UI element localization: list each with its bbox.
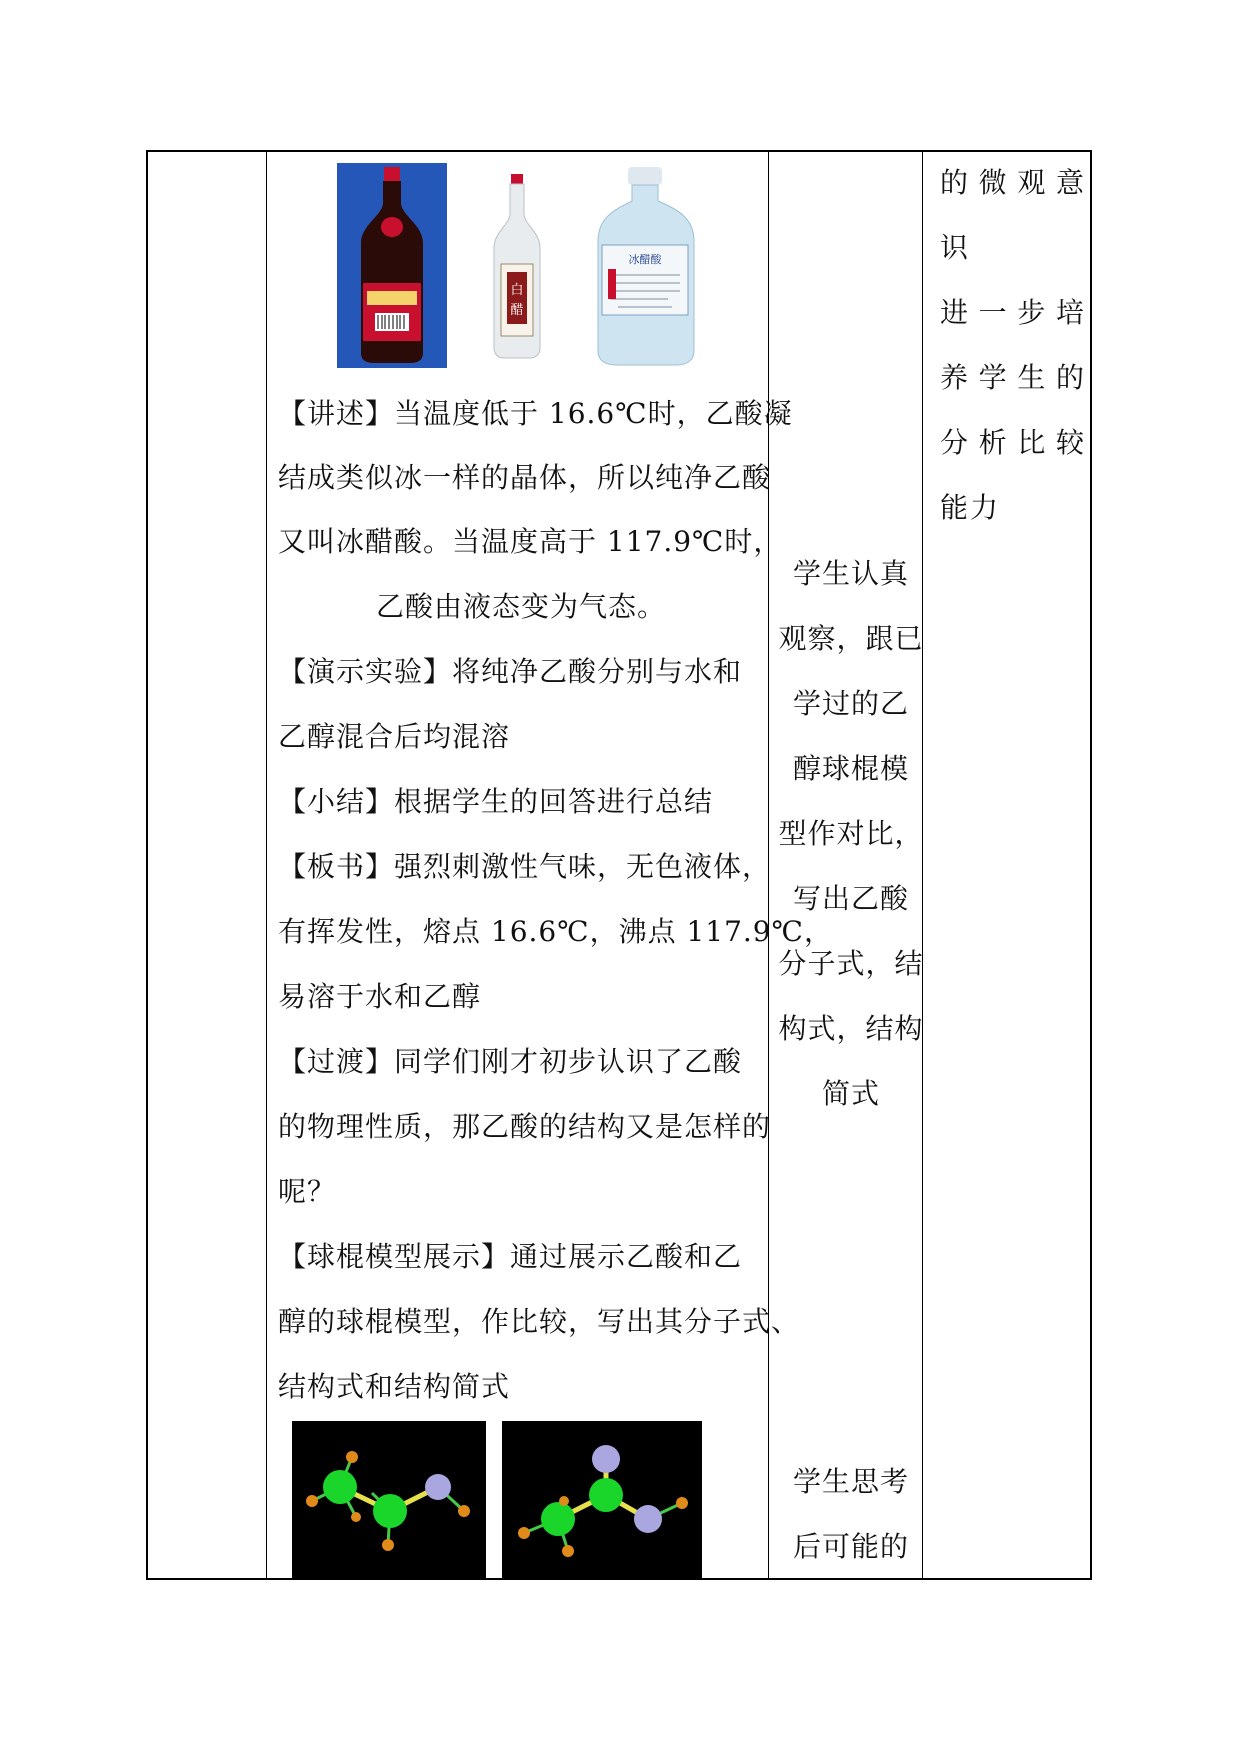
white-vinegar-bottle-photo xyxy=(487,172,547,362)
student-activity-line-10: 学生思考 xyxy=(792,1465,909,1498)
main-text-line-11: 【过渡】同学们刚才初步认识了乙酸 xyxy=(278,1045,743,1078)
ethanol-ball-stick-model xyxy=(292,1421,486,1580)
student-activity-line-4: 醇球棍模 xyxy=(792,752,909,785)
intent-line-4: 养学生的 xyxy=(940,361,1086,394)
bottle2-label-char1: 白 xyxy=(510,283,524,298)
glacial-acetic-acid-bottle-photo xyxy=(588,165,703,370)
student-activity-line-7: 分子式，结 xyxy=(778,947,924,980)
intent-line-6: 能力 xyxy=(940,491,1001,524)
intent-line-5: 分析比较 xyxy=(940,426,1086,459)
main-text-line-15: 醇的球棍模型，作比较，写出其分子式、 xyxy=(278,1305,801,1338)
student-activity-line-9: 简式 xyxy=(821,1077,880,1110)
main-text-line-6: 乙醇混合后均混溶 xyxy=(278,720,511,753)
main-text-line-14: 【球棍模型展示】通过展示乙酸和乙 xyxy=(278,1240,743,1273)
student-activity-line-6: 写出乙酸 xyxy=(792,882,909,915)
main-text-line-8: 【板书】强烈刺激性气味，无色液体， xyxy=(278,850,772,883)
main-text-line-9: 有挥发性，熔点 16.6℃，沸点 117.9℃， xyxy=(278,915,833,948)
student-activity-line-5: 型作对比， xyxy=(778,817,924,850)
student-activity-line-8: 构式，结构 xyxy=(778,1012,924,1045)
main-text-line-4: 乙酸由液态变为气态。 xyxy=(376,590,667,623)
main-text-line-7: 【小结】根据学生的回答进行总结 xyxy=(278,785,714,818)
main-text-line-5: 【演示实验】将纯净乙酸分别与水和 xyxy=(278,655,743,688)
main-text-line-2: 结成类似冰一样的晶体，所以纯净乙酸 xyxy=(278,461,772,494)
student-activity-line-2: 观察，跟已 xyxy=(778,622,924,655)
acetic-acid-ball-stick-model xyxy=(502,1421,702,1580)
main-text-line-13: 呢？ xyxy=(278,1175,337,1208)
intent-line-2: 识 xyxy=(940,231,971,264)
main-text-line-10: 易溶于水和乙醇 xyxy=(278,980,482,1013)
bottle2-label-char2: 醋 xyxy=(510,303,524,318)
main-text-line-12: 的物理性质，那乙酸的结构又是怎样的 xyxy=(278,1110,772,1143)
student-activity-line-1: 学生认真 xyxy=(792,557,909,590)
column-divider-3 xyxy=(922,152,923,1578)
main-text-line-3: 又叫冰醋酸。当温度高于 117.9℃时， xyxy=(278,525,783,558)
intent-line-1: 的微观意 xyxy=(940,166,1086,199)
main-text-line-1: 【讲述】当温度低于 16.6℃时，乙酸凝 xyxy=(278,397,793,430)
main-text-line-16: 结构式和结构简式 xyxy=(278,1370,511,1403)
vinegar-bottle-photo xyxy=(337,163,447,368)
bottle3-label: 冰醋酸 xyxy=(628,253,662,266)
column-divider-1 xyxy=(266,152,267,1578)
intent-line-3: 进一步培 xyxy=(940,296,1086,329)
student-activity-line-11: 后可能的 xyxy=(792,1530,909,1563)
student-activity-line-3: 学过的乙 xyxy=(792,687,909,720)
